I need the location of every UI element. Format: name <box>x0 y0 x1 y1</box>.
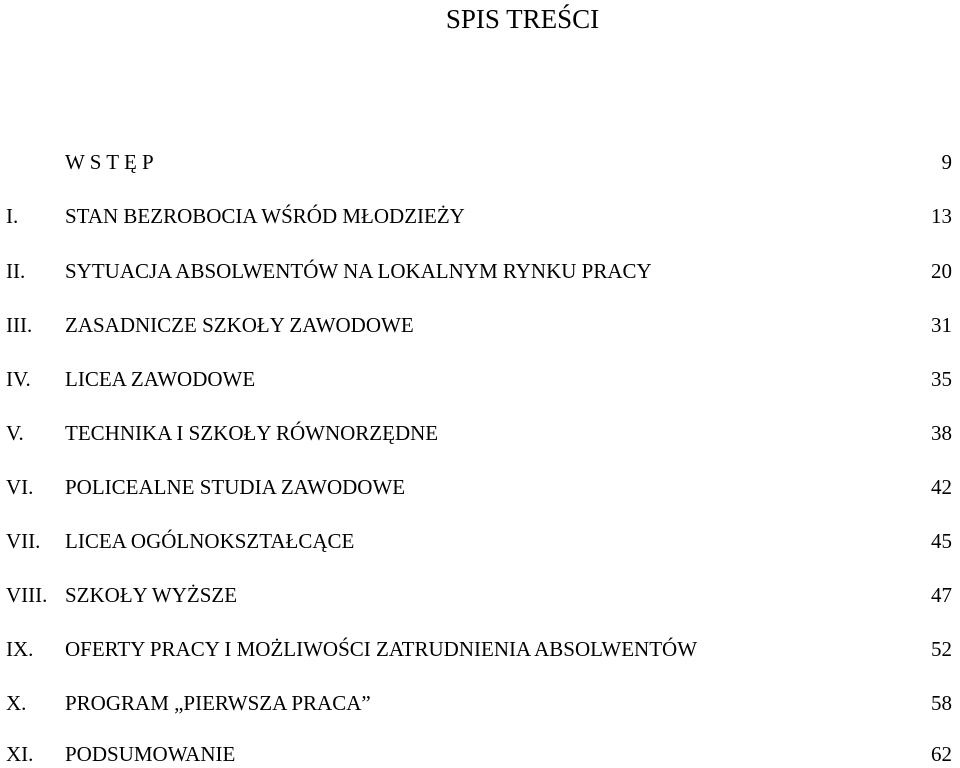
toc-entry-page: 42 <box>931 475 952 499</box>
toc-entry-page: 38 <box>931 421 952 445</box>
toc-entry-page: 9 <box>941 150 952 174</box>
toc-entry-page: 20 <box>931 259 952 283</box>
toc-entry <box>0 740 960 768</box>
toc-entry <box>0 311 960 339</box>
toc-entry-label: LICEA OGÓLNOKSZTAŁCĄCE <box>65 529 355 553</box>
toc-entry-label: LICEA ZAWODOWE <box>65 367 256 391</box>
toc-entry-number: V. <box>6 421 24 445</box>
toc-entry-number: II. <box>6 259 26 283</box>
toc-entry-label: PROGRAM „PIERWSZA PRACA” <box>65 691 371 715</box>
toc-entry-page: 31 <box>931 313 952 337</box>
toc-entry <box>0 635 960 663</box>
toc-entry <box>0 527 960 555</box>
toc-entry <box>0 473 960 501</box>
toc-entry-page: 47 <box>931 583 952 607</box>
toc-entry <box>0 419 960 447</box>
toc-entry-number: I. <box>6 204 19 228</box>
toc-entry-number: VII. <box>6 529 41 553</box>
toc-entry-number: VIII. <box>6 583 48 607</box>
toc-entry-label: ZASADNICZE SZKOŁY ZAWODOWE <box>65 313 414 337</box>
toc-entry <box>0 148 960 176</box>
toc-entry-label: POLICEALNE STUDIA ZAWODOWE <box>65 475 406 499</box>
toc-entry-label: STAN BEZROBOCIA WŚRÓD MŁODZIEŻY <box>65 204 465 228</box>
toc-entry <box>0 365 960 393</box>
toc-entry-number: X. <box>6 691 27 715</box>
toc-entry-page: 52 <box>931 637 952 661</box>
toc-entry <box>0 581 960 609</box>
toc-entry-page: 35 <box>931 367 952 391</box>
toc-entry-number: VI. <box>6 475 34 499</box>
toc-entry-page: 58 <box>931 691 952 715</box>
toc-entry-label: W S T Ę P <box>65 150 154 174</box>
toc-entry-page: 62 <box>931 742 952 766</box>
toc-entry <box>0 689 960 717</box>
toc-entry-label: PODSUMOWANIE <box>65 742 236 766</box>
toc-entry-number: III. <box>6 313 33 337</box>
page-title: SPIS TREŚCI <box>445 4 600 34</box>
toc-entry-label: SYTUACJA ABSOLWENTÓW NA LOKALNYM RYNKU PRACY <box>65 259 652 283</box>
toc-entry-label: TECHNIKA I SZKOŁY RÓWNORZĘDNE <box>65 421 439 445</box>
toc-entry-number: IX. <box>6 637 34 661</box>
toc-entry-number: IV. <box>6 367 31 391</box>
toc-entry-page: 13 <box>931 204 952 228</box>
toc-entry-label: SZKOŁY WYŻSZE <box>65 583 238 607</box>
toc-entry <box>0 202 960 230</box>
toc-entry-page: 45 <box>931 529 952 553</box>
toc-entry <box>0 257 960 285</box>
toc-entry-number: XI. <box>6 742 34 766</box>
toc-entry-label: OFERTY PRACY I MOŻLIWOŚCI ZATRUDNIENIA ABSOLWENTÓW <box>65 637 698 661</box>
